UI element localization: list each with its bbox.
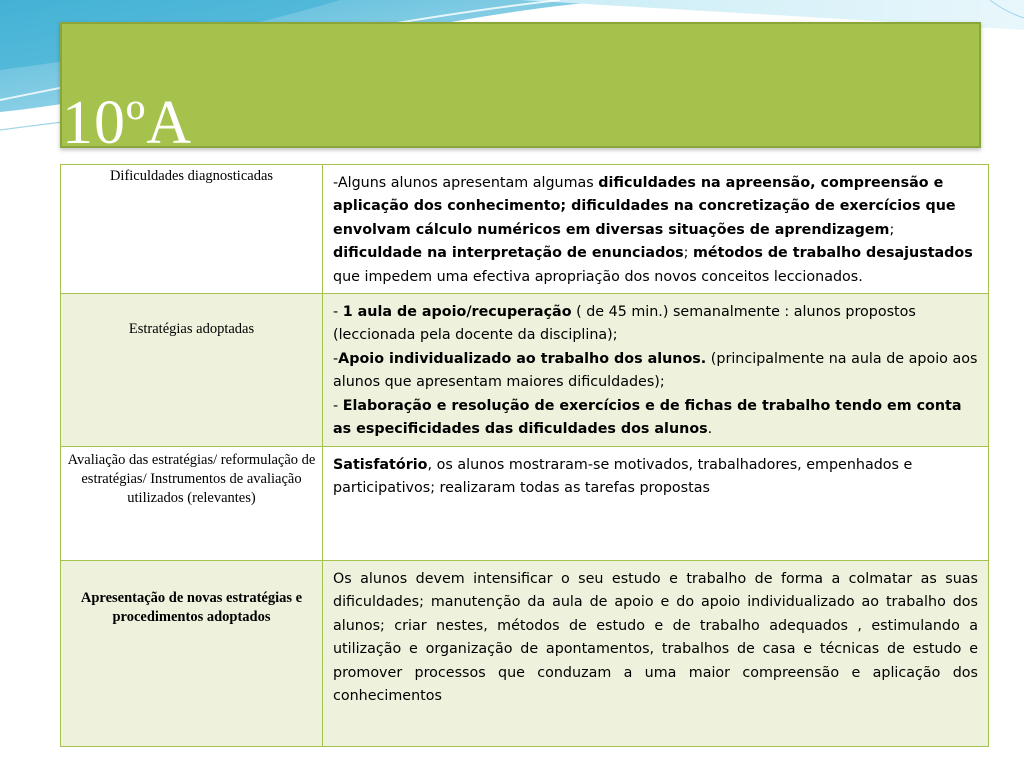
row-content-apresentacao: Os alunos devem intensificar o seu estudo e trabalho de forma a colmatar as suas dificuldades; manutenção da aula de apoio e do apoio individualizado ao trabalho dos alunos; criar nestes, métodos de estudo e de trabalho adequados , estimulando a utilização e organização de apontamentos, trabalhos de casa e técnicas de estudo e promover processos que conduzam a uma maior compreensão e aplicação dos conhecimentos	[323, 561, 989, 747]
row-label-dificuldades: Dificuldades diagnosticadas	[61, 165, 323, 294]
row-content-estrategias: - 1 aula de apoio/recuperação ( de 45 min.) semanalmente : alunos propostos (leccionada pela docente da disciplina); -Apoio individualizado ao trabalho dos alunos. (principalmente na aula de apoio aos alunos que apresentam maiores dificuldades); - Elaboração e resolução de exercícios e de fichas de trabalho tendo em conta as especificidades das dificuldades dos alunos.	[323, 294, 989, 447]
table-row	[61, 561, 989, 747]
table-row	[61, 447, 989, 561]
row-content-avaliacao: Satisfatório, os alunos mostraram-se motivados, trabalhadores, empenhados e participativos; realizaram todas as tarefas propostas	[323, 447, 989, 561]
slide-title: 10ºA	[62, 89, 192, 157]
content-table	[60, 164, 989, 747]
table-row	[61, 165, 989, 294]
row-label-avaliacao: Avaliação das estratégias/ reformulação de estratégias/ Instrumentos de avaliação utilizados (relevantes)	[61, 447, 323, 561]
row-content-dificuldades: -Alguns alunos apresentam algumas dificuldades na apreensão, compreensão e aplicação dos conhecimento; dificuldades na concretização de exercícios que envolvam cálculo numéricos em diversas situações de aprendizagem; dificuldade na interpretação de enunciados; métodos de trabalho desajustados que impedem uma efectiva apropriação dos novos conceitos leccionados.	[323, 165, 989, 294]
title-bar	[60, 22, 981, 157]
row-label-estrategias: Estratégias adoptadas	[61, 294, 323, 447]
row-label-apresentacao: Apresentação de novas estratégias e procedimentos adoptados	[61, 561, 323, 747]
table-row	[61, 294, 989, 447]
